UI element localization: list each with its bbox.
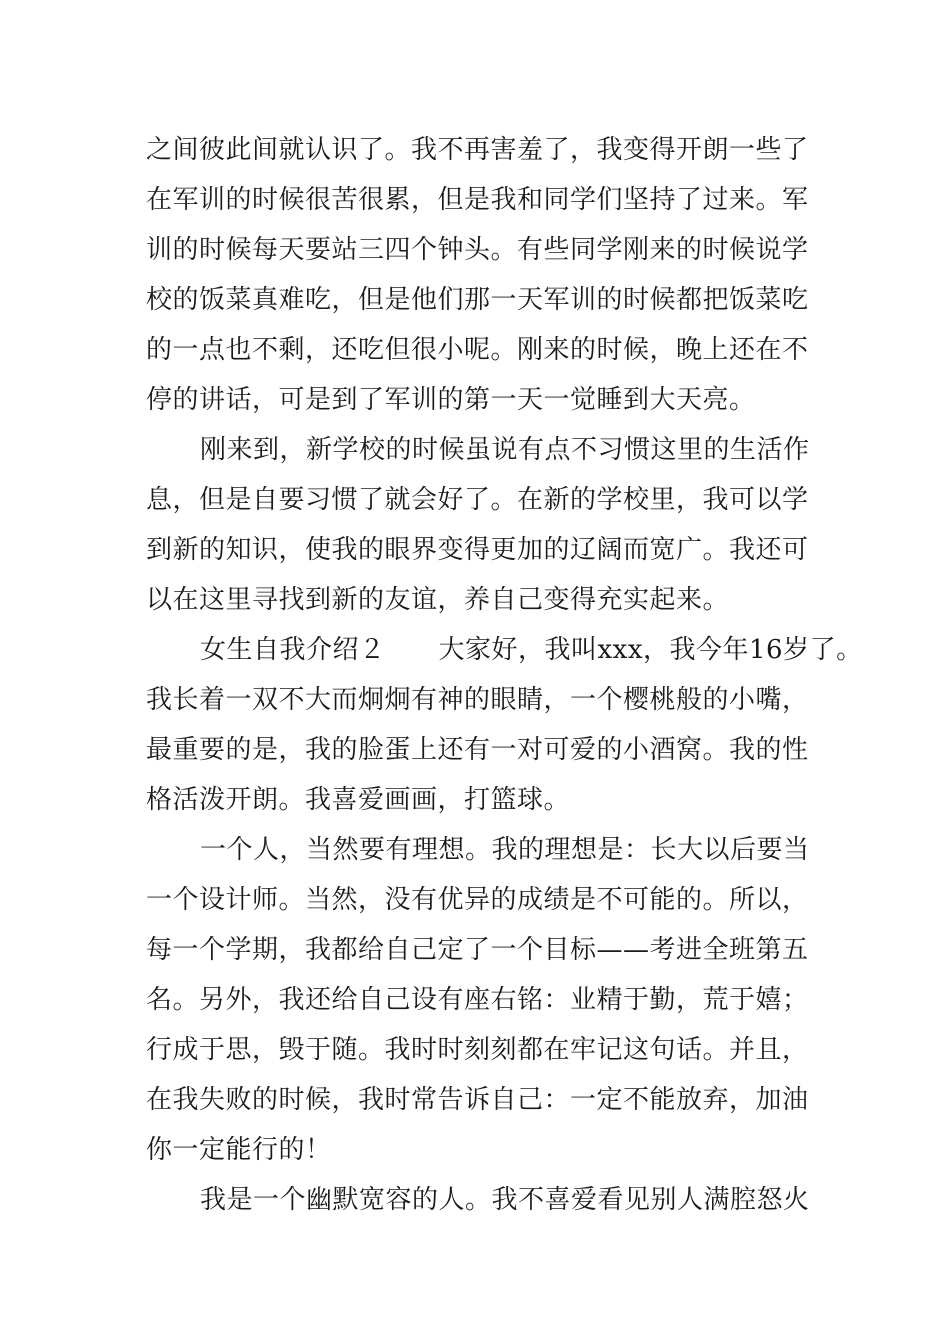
- text-line: 每一个学期，我都给自己定了一个目标——考进全班第五: [146, 935, 809, 965]
- text-line: 格活泼开朗。我喜爱画画，打篮球。: [146, 785, 571, 815]
- text-line: 在军训的时候很苦很累，但是我和同学们坚持了过来。军: [146, 185, 809, 215]
- paragraph-start-line: 刚来到，新学校的时候虽说有点不习惯这里的生活作: [200, 435, 810, 465]
- text-line: 以在这里寻找到新的友谊，养自己变得充实起来。: [146, 585, 730, 615]
- paragraph-start-line: 我是一个幽默宽容的人。我不喜爱看见别人满腔怒火: [200, 1185, 810, 1215]
- text-line: 一个设计师。当然，没有优异的成绩是不可能的。所以，: [146, 885, 809, 915]
- text-line: 之间彼此间就认识了。我不再害羞了，我变得开朗一些了: [146, 135, 809, 165]
- text-line: 在我失败的时候，我时常告诉自己：一定不能放弃，加油: [146, 1085, 809, 1115]
- text-line: 名。另外，我还给自己设有座右铭：业精于勤，荒于嬉；: [146, 985, 809, 1015]
- paragraph-start-line: 一个人，当然要有理想。我的理想是：长大以后要当: [200, 835, 810, 865]
- text-line: 校的饭菜真难吃，但是他们那一天军训的时候都把饭菜吃: [146, 285, 809, 315]
- text-line: 你一定能行的！: [146, 1135, 332, 1165]
- text-line: 停的讲话，可是到了军训的第一天一觉睡到大天亮。: [146, 385, 756, 415]
- text-line: 训的时候每天要站三四个钟头。有些同学刚来的时候说学: [146, 235, 809, 265]
- text-line: 息，但是自要习惯了就会好了。在新的学校里，我可以学: [146, 485, 809, 515]
- text-line: 最重要的是，我的脸蛋上还有一对可爱的小酒窝。我的性: [146, 735, 809, 765]
- section-heading-line: 女生自我介绍２ 大家好，我叫xxx，我今年16岁了。: [200, 635, 863, 665]
- text-line: 到新的知识，使我的眼界变得更加的辽阔而宽广。我还可: [146, 535, 809, 565]
- text-line: 的一点也不剩，还吃但很小呢。刚来的时候，晚上还在不: [146, 335, 809, 365]
- text-line: 我长着一双不大而炯炯有神的眼睛，一个樱桃般的小嘴，: [146, 685, 809, 715]
- text-line: 行成于思，毁于随。我时时刻刻都在牢记这句话。并且，: [146, 1035, 809, 1065]
